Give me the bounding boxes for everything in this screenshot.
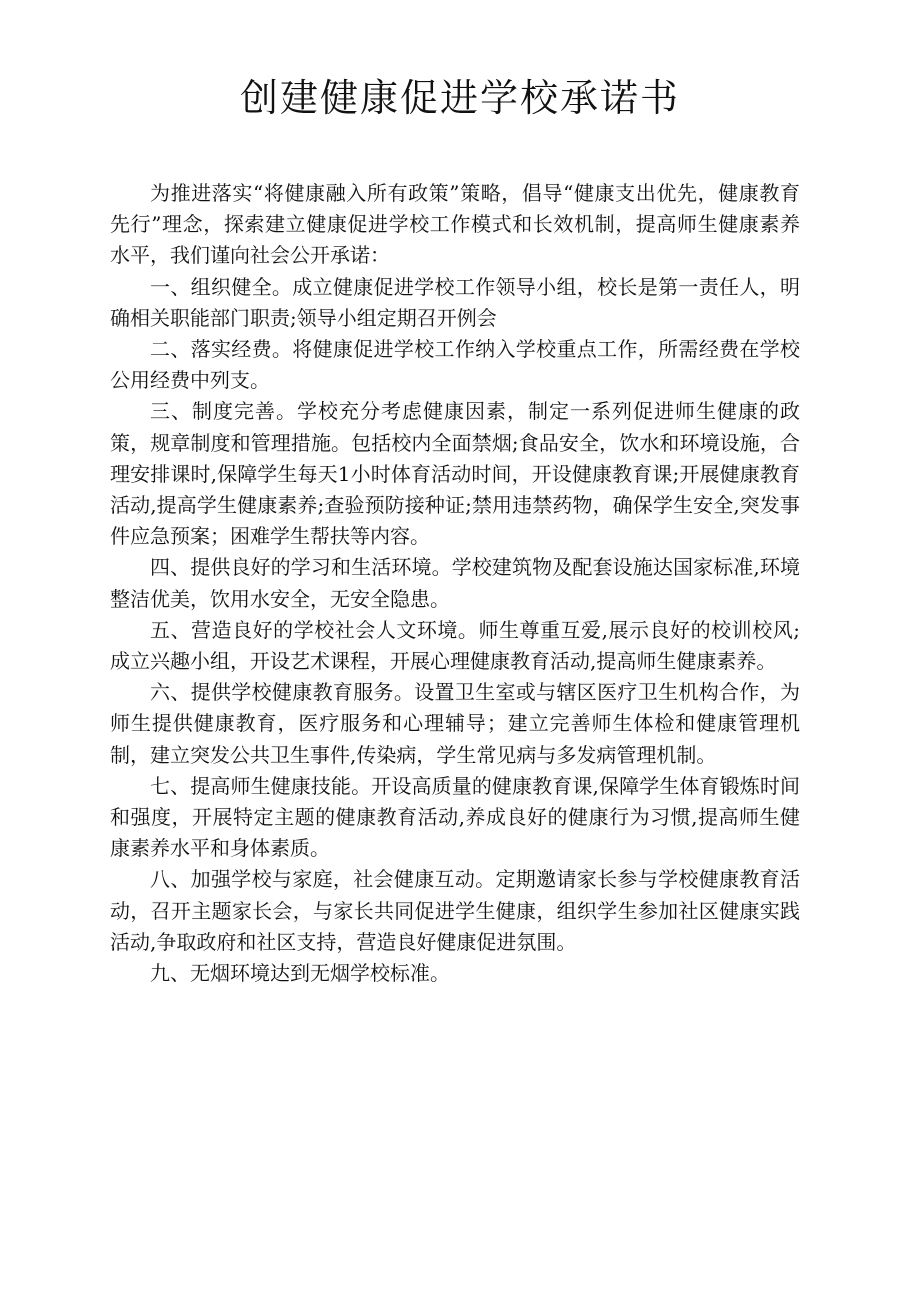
paragraph-item-2: 二、落实经费。将健康促进学校工作纳入学校重点工作，所需经费在学校公用经费中列支。	[110, 337, 800, 393]
paragraph-item-9: 九、无烟环境达到无烟学校标准。	[150, 961, 450, 986]
paragraph-item-3: 三、制度完善。学校充分考虑健康因素，制定一系列促进师生健康的政策，规章制度和管理措施。包括校内全面禁烟;食品安全，饮水和环境设施，合理安排课时,保障学生每天1小时体育活动时间，开设健康教育课;开展健康教育活动,提高学生健康素养;查验预防接种证;禁用违禁药物，确保学生安全,突发事件应急预案；困难学生帮扶等内容。	[110, 399, 800, 549]
paragraph-item-8: 八、加强学校与家庭，社会健康互动。定期邀请家长参与学校健康教育活动，召开主题家长会，与家长共同促进学生健康，组织学生参加社区健康实践活动,争取政府和社区支持，营造良好健康促进氛围。	[110, 867, 800, 954]
paragraph-item-4: 四、提供良好的学习和生活环境。学校建筑物及配套设施达国家标准,环境整洁优美，饮用水安全，无安全隐患。	[110, 555, 800, 611]
paragraph-preamble: 为推进落实“将健康融入所有政策”策略，倡导“健康支出优先，健康教育先行”理念，探索建立健康促进学校工作模式和长效机制，提高师生健康素养水平，我们谨向社会公开承诺：	[110, 181, 800, 268]
paragraph-item-5: 五、营造良好的学校社会人文环境。师生尊重互爱,展示良好的校训校风;成立兴趣小组，开设艺术课程，开展心理健康教育活动,提高师生健康素养。	[110, 617, 800, 674]
paragraph-item-6: 六、提供学校健康教育服务。设置卫生室或与辖区医疗卫生机构合作，为师生提供健康教育，医疗服务和心理辅导；建立完善师生体检和健康管理机制，建立突发公共卫生事件,传染病，学生常见病与多发病管理机制。	[110, 680, 800, 767]
paragraph-item-1: 一、组织健全。成立健康促进学校工作领导小组，校长是第一责任人，明确相关职能部门职责;领导小组定期召开例会	[110, 274, 800, 330]
document-body	[110, 178, 800, 989]
paragraph-item-7: 七、提高师生健康技能。开设高质量的健康教育课,保障学生体育锻炼时间和强度，开展特定主题的健康教育活动,养成良好的健康行为习惯,提高师生健康素养水平和身体素质。	[110, 773, 800, 861]
document-title: 创建健康促进学校承诺书	[239, 76, 680, 120]
